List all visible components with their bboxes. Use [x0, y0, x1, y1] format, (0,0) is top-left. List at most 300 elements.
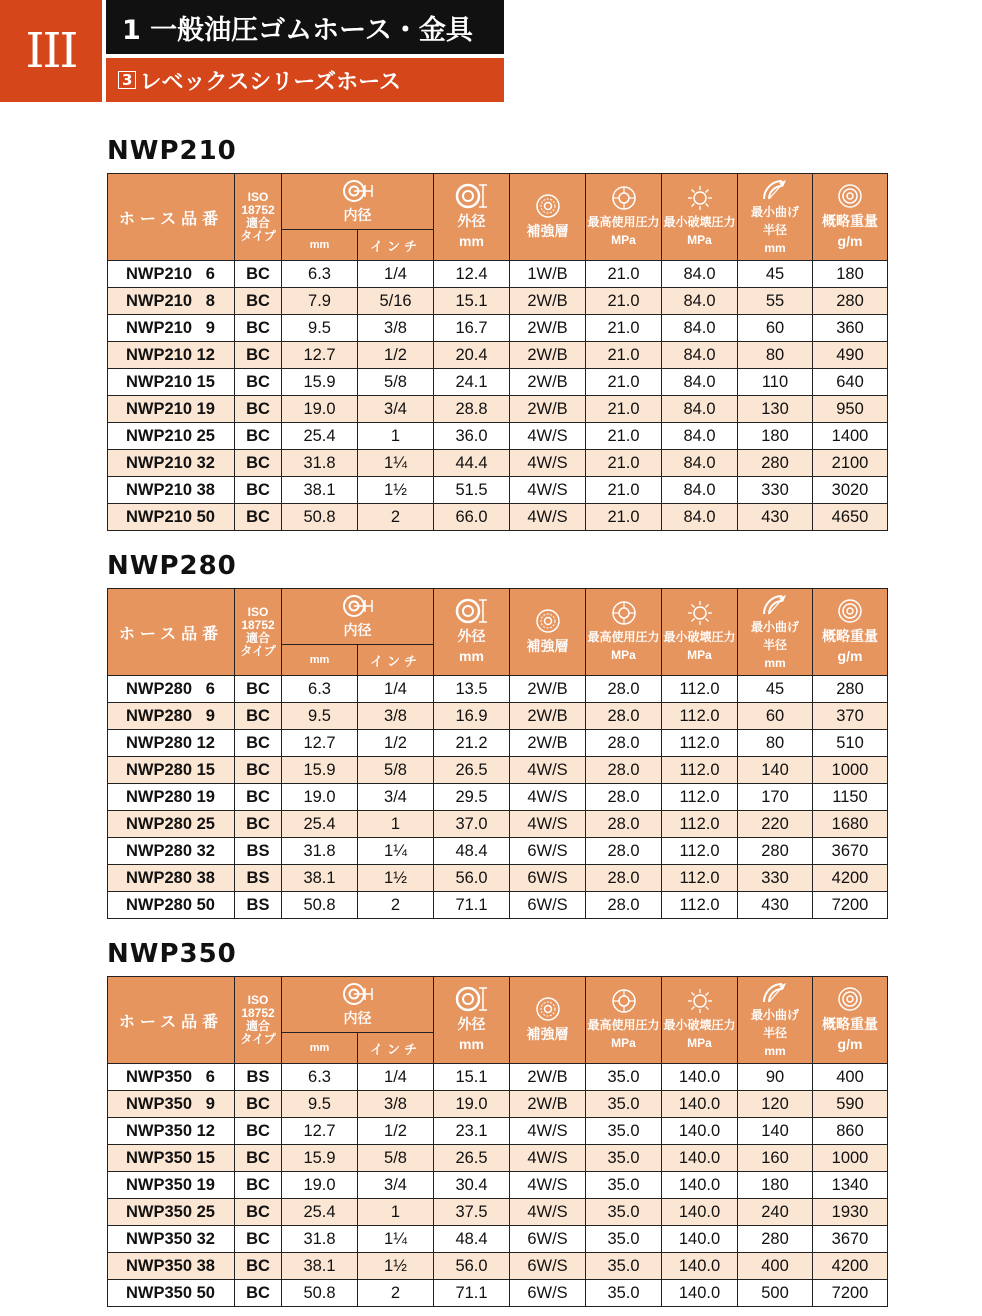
- col-iso-line: 適合: [245, 631, 270, 645]
- cell-min-burst: 84.0: [662, 342, 738, 369]
- cell-hose-name: NWP210 25: [108, 423, 235, 450]
- cell-outer-dia: 29.5: [434, 784, 510, 811]
- cell-inner-inch: 1¼: [358, 838, 434, 865]
- cell-reinforcement: 2W/B: [510, 396, 586, 423]
- cell-reinforcement: 4W/S: [510, 1199, 586, 1226]
- cell-outer-dia: 15.1: [434, 288, 510, 315]
- burst-icon: [687, 988, 713, 1014]
- col-iso-line: ISO: [247, 993, 269, 1007]
- cell-inner-mm: 15.9: [282, 369, 358, 396]
- cell-weight: 1150: [813, 784, 888, 811]
- cell-reinforcement: 4W/S: [510, 811, 586, 838]
- cell-weight: 2100: [813, 450, 888, 477]
- cell-inner-inch: 5/8: [358, 1145, 434, 1172]
- cell-reinforcement: 4W/S: [510, 1145, 586, 1172]
- table-row: [108, 1145, 888, 1172]
- cell-bend-radius: 130: [738, 396, 813, 423]
- cell-bend-radius: 45: [738, 261, 813, 288]
- cell-outer-dia: 26.5: [434, 757, 510, 784]
- cell-outer-dia: 13.5: [434, 676, 510, 703]
- cell-weight: 370: [813, 703, 888, 730]
- cell-max-pressure: 21.0: [586, 288, 662, 315]
- cell-min-burst: 84.0: [662, 504, 738, 531]
- cell-hose-name: NWP210 6: [108, 261, 235, 288]
- cell-bend-radius: 220: [738, 811, 813, 838]
- spec-table-nwp350: [107, 976, 888, 1307]
- col-iso-line: 18752: [241, 618, 275, 632]
- cell-reinforcement: 2W/B: [510, 369, 586, 396]
- cell-iso-type: BC: [235, 1172, 282, 1199]
- table-row: [108, 838, 888, 865]
- cell-max-pressure: 21.0: [586, 369, 662, 396]
- cell-outer-dia: 26.5: [434, 1145, 510, 1172]
- col-iso-line: 適合: [245, 216, 270, 230]
- cell-hose-name: NWP350 50: [108, 1280, 235, 1307]
- subtitle-number: 3: [118, 71, 136, 89]
- cell-bend-radius: 60: [738, 315, 813, 342]
- cell-max-pressure: 21.0: [586, 396, 662, 423]
- col-outer-label: 外径: [457, 213, 486, 229]
- bend-radius-icon: [761, 592, 789, 616]
- subtitle-text: レベックスシリーズホース: [139, 69, 402, 95]
- cell-inner-inch: 2: [358, 1280, 434, 1307]
- cell-reinforcement: 6W/S: [510, 1226, 586, 1253]
- cell-weight: 7200: [813, 1280, 888, 1307]
- cell-inner-mm: 7.9: [282, 288, 358, 315]
- col-weight: [813, 174, 888, 261]
- cell-inner-inch: 1½: [358, 477, 434, 504]
- cell-weight: 1680: [813, 811, 888, 838]
- cell-max-pressure: 35.0: [586, 1118, 662, 1145]
- cell-weight: 360: [813, 315, 888, 342]
- cell-weight: 860: [813, 1118, 888, 1145]
- col-weight-unit: g/m: [837, 648, 863, 664]
- cell-iso-type: BC: [235, 1253, 282, 1280]
- cell-hose-name: NWP280 9: [108, 703, 235, 730]
- cell-bend-radius: 430: [738, 892, 813, 919]
- reinforcement-icon: [535, 996, 561, 1022]
- col-reinforcement: [510, 977, 586, 1064]
- section-title-nwp350: NWP350: [107, 939, 237, 969]
- chapter-badge: III: [0, 0, 102, 102]
- cell-iso-type: BC: [235, 1145, 282, 1172]
- cell-reinforcement: 2W/B: [510, 1064, 586, 1091]
- cell-reinforcement: 2W/B: [510, 1091, 586, 1118]
- cell-hose-name: NWP350 25: [108, 1199, 235, 1226]
- col-reinforcement: [510, 589, 586, 676]
- pressure-icon: [611, 988, 637, 1014]
- cell-outer-dia: 19.0: [434, 1091, 510, 1118]
- col-bend-radius: [738, 977, 813, 1064]
- cell-outer-dia: 36.0: [434, 423, 510, 450]
- cell-weight: 4650: [813, 504, 888, 531]
- cell-outer-dia: 56.0: [434, 865, 510, 892]
- col-bend-radius: [738, 589, 813, 676]
- cell-outer-dia: 16.9: [434, 703, 510, 730]
- cell-max-pressure: 35.0: [586, 1091, 662, 1118]
- cell-reinforcement: 6W/S: [510, 865, 586, 892]
- cell-reinforcement: 4W/S: [510, 757, 586, 784]
- pressure-icon: [611, 600, 637, 626]
- cell-bend-radius: 120: [738, 1091, 813, 1118]
- cell-min-burst: 112.0: [662, 811, 738, 838]
- cell-iso-type: BC: [235, 288, 282, 315]
- table-row: [108, 396, 888, 423]
- cell-hose-name: NWP280 12: [108, 730, 235, 757]
- cell-inner-inch: 1: [358, 811, 434, 838]
- col-inner-mm: mm: [282, 1033, 358, 1064]
- cell-inner-inch: 1/2: [358, 342, 434, 369]
- col-bend-radius: [738, 174, 813, 261]
- cell-min-burst: 112.0: [662, 676, 738, 703]
- burst-icon: [687, 185, 713, 211]
- cell-iso-type: BC: [235, 369, 282, 396]
- col-inner-inch: インチ: [358, 1033, 434, 1064]
- cell-min-burst: 140.0: [662, 1172, 738, 1199]
- cell-max-pressure: 28.0: [586, 703, 662, 730]
- col-bend-label-1: 最小曲げ: [750, 1008, 799, 1022]
- col-bend-label-2: 半径: [762, 638, 787, 652]
- table-row: [108, 315, 888, 342]
- cell-weight: 280: [813, 288, 888, 315]
- col-inner-diameter: [282, 589, 434, 645]
- cell-hose-name: NWP210 32: [108, 450, 235, 477]
- cell-weight: 3020: [813, 477, 888, 504]
- col-max-pressure: [586, 174, 662, 261]
- cell-inner-inch: 2: [358, 892, 434, 919]
- cell-inner-mm: 12.7: [282, 1118, 358, 1145]
- cell-iso-type: BC: [235, 450, 282, 477]
- table-row: [108, 757, 888, 784]
- col-min-burst-label: 最小破壊圧力: [663, 630, 736, 644]
- cell-iso-type: BS: [235, 1064, 282, 1091]
- cell-weight: 640: [813, 369, 888, 396]
- cell-weight: 280: [813, 676, 888, 703]
- cell-min-burst: 140.0: [662, 1199, 738, 1226]
- cell-iso-type: BS: [235, 838, 282, 865]
- cell-hose-name: NWP210 19: [108, 396, 235, 423]
- cell-outer-dia: 48.4: [434, 1226, 510, 1253]
- cell-iso-type: BC: [235, 261, 282, 288]
- col-hose-name: ホース品番: [108, 174, 235, 261]
- cell-min-burst: 140.0: [662, 1064, 738, 1091]
- cell-iso-type: BC: [235, 504, 282, 531]
- col-min-burst-unit: MPa: [687, 648, 712, 662]
- cell-outer-dia: 15.1: [434, 1064, 510, 1091]
- col-inner-label: 内径: [343, 206, 372, 223]
- col-iso-line: 18752: [241, 203, 275, 217]
- cell-inner-inch: 1: [358, 1199, 434, 1226]
- cell-inner-mm: 50.8: [282, 1280, 358, 1307]
- cell-bend-radius: 330: [738, 865, 813, 892]
- col-min-burst: [662, 174, 738, 261]
- cell-iso-type: BC: [235, 315, 282, 342]
- col-iso-line: ISO: [247, 605, 269, 619]
- cell-max-pressure: 21.0: [586, 504, 662, 531]
- cell-max-pressure: 21.0: [586, 342, 662, 369]
- cell-outer-dia: 37.0: [434, 811, 510, 838]
- cell-inner-mm: 9.5: [282, 703, 358, 730]
- reinforcement-icon: [535, 193, 561, 219]
- cell-weight: 400: [813, 1064, 888, 1091]
- cell-max-pressure: 28.0: [586, 676, 662, 703]
- cell-bend-radius: 80: [738, 730, 813, 757]
- col-bend-unit: mm: [764, 656, 786, 670]
- spec-table-nwp280: [107, 588, 888, 919]
- cell-hose-name: NWP210 38: [108, 477, 235, 504]
- cell-reinforcement: 2W/B: [510, 676, 586, 703]
- col-max-pressure-label: 最高使用圧力: [587, 1018, 660, 1032]
- cell-min-burst: 140.0: [662, 1118, 738, 1145]
- col-inner-mm: mm: [282, 230, 358, 261]
- cell-inner-mm: 25.4: [282, 1199, 358, 1226]
- weight-icon: [837, 598, 863, 624]
- cell-min-burst: 112.0: [662, 784, 738, 811]
- cell-reinforcement: 4W/S: [510, 1118, 586, 1145]
- cell-reinforcement: 4W/S: [510, 504, 586, 531]
- cell-min-burst: 84.0: [662, 477, 738, 504]
- cell-reinforcement: 2W/B: [510, 288, 586, 315]
- col-weight-label: 概略重量: [822, 213, 878, 229]
- reinforcement-icon: [535, 608, 561, 634]
- cell-hose-name: NWP280 15: [108, 757, 235, 784]
- cell-max-pressure: 35.0: [586, 1172, 662, 1199]
- table-row: [108, 1091, 888, 1118]
- outer-diameter-icon: [455, 598, 489, 624]
- cell-outer-dia: 21.2: [434, 730, 510, 757]
- cell-bend-radius: 80: [738, 342, 813, 369]
- cell-reinforcement: 2W/B: [510, 703, 586, 730]
- cell-max-pressure: 28.0: [586, 730, 662, 757]
- section-title-nwp280: NWP280: [107, 551, 237, 581]
- col-outer-label: 外径: [457, 628, 486, 644]
- col-reinforcement: [510, 174, 586, 261]
- cell-min-burst: 140.0: [662, 1280, 738, 1307]
- cell-bend-radius: 400: [738, 1253, 813, 1280]
- cell-min-burst: 140.0: [662, 1145, 738, 1172]
- col-reinforce-label: 補強層: [526, 223, 569, 239]
- col-min-burst-unit: MPa: [687, 1036, 712, 1050]
- cell-inner-inch: 1¼: [358, 1226, 434, 1253]
- cell-iso-type: BC: [235, 1091, 282, 1118]
- cell-hose-name: NWP210 50: [108, 504, 235, 531]
- cell-hose-name: NWP350 9: [108, 1091, 235, 1118]
- cell-max-pressure: 28.0: [586, 784, 662, 811]
- table-row: [108, 477, 888, 504]
- cell-weight: 3670: [813, 838, 888, 865]
- table-row: [108, 342, 888, 369]
- section-title-nwp210: NWP210: [107, 136, 237, 166]
- cell-inner-mm: 12.7: [282, 730, 358, 757]
- cell-max-pressure: 21.0: [586, 450, 662, 477]
- col-bend-unit: mm: [764, 1044, 786, 1058]
- cell-reinforcement: 2W/B: [510, 315, 586, 342]
- cell-bend-radius: 280: [738, 1226, 813, 1253]
- weight-icon: [837, 183, 863, 209]
- cell-bend-radius: 60: [738, 703, 813, 730]
- cell-inner-inch: 1/4: [358, 261, 434, 288]
- cell-iso-type: BS: [235, 892, 282, 919]
- cell-inner-inch: 1½: [358, 1253, 434, 1280]
- cell-weight: 3670: [813, 1226, 888, 1253]
- cell-max-pressure: 21.0: [586, 261, 662, 288]
- table-row: [108, 1280, 888, 1307]
- cell-iso-type: BC: [235, 1199, 282, 1226]
- cell-outer-dia: 48.4: [434, 838, 510, 865]
- col-bend-label-2: 半径: [762, 1026, 787, 1040]
- cell-inner-inch: 1/4: [358, 676, 434, 703]
- col-outer-diameter: [434, 174, 510, 261]
- cell-max-pressure: 28.0: [586, 757, 662, 784]
- cell-inner-inch: 3/8: [358, 703, 434, 730]
- col-bend-label-1: 最小曲げ: [750, 205, 799, 219]
- col-min-burst-label: 最小破壊圧力: [663, 1018, 736, 1032]
- cell-inner-inch: 1/2: [358, 730, 434, 757]
- cell-weight: 1930: [813, 1199, 888, 1226]
- col-outer-unit: mm: [459, 648, 484, 664]
- col-inner-diameter: [282, 977, 434, 1033]
- cell-outer-dia: 37.5: [434, 1199, 510, 1226]
- cell-min-burst: 84.0: [662, 261, 738, 288]
- table-row: [108, 1226, 888, 1253]
- col-inner-diameter: [282, 174, 434, 230]
- cell-min-burst: 84.0: [662, 423, 738, 450]
- cell-bend-radius: 45: [738, 676, 813, 703]
- header-row: [108, 589, 888, 645]
- cell-hose-name: NWP280 50: [108, 892, 235, 919]
- col-hose-name: ホース品番: [108, 589, 235, 676]
- col-weight-label: 概略重量: [822, 1016, 878, 1032]
- cell-inner-inch: 3/4: [358, 396, 434, 423]
- page-title: 1 一般油圧ゴムホース・金具: [106, 0, 504, 54]
- bend-radius-icon: [761, 980, 789, 1004]
- cell-outer-dia: 44.4: [434, 450, 510, 477]
- table-row: [108, 811, 888, 838]
- table-row: [108, 1199, 888, 1226]
- col-weight-unit: g/m: [837, 233, 863, 249]
- cell-min-burst: 84.0: [662, 396, 738, 423]
- cell-min-burst: 84.0: [662, 315, 738, 342]
- cell-reinforcement: 4W/S: [510, 423, 586, 450]
- col-min-burst-label: 最小破壊圧力: [663, 215, 736, 229]
- cell-outer-dia: 51.5: [434, 477, 510, 504]
- bend-radius-icon: [761, 177, 789, 201]
- cell-min-burst: 112.0: [662, 730, 738, 757]
- col-iso-line: タイプ: [240, 229, 276, 243]
- col-max-pressure-unit: MPa: [611, 648, 636, 662]
- cell-bend-radius: 160: [738, 1145, 813, 1172]
- cell-weight: 180: [813, 261, 888, 288]
- col-iso-line: タイプ: [240, 1032, 276, 1046]
- cell-inner-mm: 31.8: [282, 1226, 358, 1253]
- cell-iso-type: BC: [235, 477, 282, 504]
- cell-inner-mm: 38.1: [282, 477, 358, 504]
- cell-iso-type: BC: [235, 676, 282, 703]
- cell-iso-type: BC: [235, 1280, 282, 1307]
- table-row: [108, 676, 888, 703]
- cell-bend-radius: 280: [738, 838, 813, 865]
- cell-bend-radius: 170: [738, 784, 813, 811]
- table-row: [108, 288, 888, 315]
- cell-inner-mm: 50.8: [282, 504, 358, 531]
- cell-hose-name: NWP210 8: [108, 288, 235, 315]
- cell-weight: 7200: [813, 892, 888, 919]
- cell-iso-type: BC: [235, 811, 282, 838]
- cell-max-pressure: 35.0: [586, 1253, 662, 1280]
- col-weight: [813, 589, 888, 676]
- inner-diameter-icon: [341, 594, 375, 618]
- cell-min-burst: 112.0: [662, 892, 738, 919]
- cell-inner-inch: 3/8: [358, 1091, 434, 1118]
- cell-reinforcement: 4W/S: [510, 450, 586, 477]
- cell-inner-mm: 6.3: [282, 676, 358, 703]
- cell-hose-name: NWP210 15: [108, 369, 235, 396]
- cell-max-pressure: 21.0: [586, 423, 662, 450]
- inner-diameter-icon: [341, 179, 375, 203]
- col-max-pressure-unit: MPa: [611, 233, 636, 247]
- col-weight-label: 概略重量: [822, 628, 878, 644]
- cell-inner-mm: 38.1: [282, 1253, 358, 1280]
- table-row: [108, 892, 888, 919]
- cell-inner-mm: 31.8: [282, 838, 358, 865]
- table-row: [108, 504, 888, 531]
- cell-inner-inch: 3/8: [358, 315, 434, 342]
- col-max-pressure-label: 最高使用圧力: [587, 630, 660, 644]
- cell-reinforcement: 6W/S: [510, 838, 586, 865]
- table-row: [108, 703, 888, 730]
- col-outer-unit: mm: [459, 233, 484, 249]
- cell-inner-inch: 1/4: [358, 1064, 434, 1091]
- cell-reinforcement: 2W/B: [510, 730, 586, 757]
- col-min-burst: [662, 589, 738, 676]
- cell-weight: 1000: [813, 757, 888, 784]
- cell-reinforcement: 2W/B: [510, 342, 586, 369]
- cell-iso-type: BC: [235, 703, 282, 730]
- cell-max-pressure: 28.0: [586, 838, 662, 865]
- cell-max-pressure: 28.0: [586, 865, 662, 892]
- cell-hose-name: NWP210 12: [108, 342, 235, 369]
- cell-inner-mm: 50.8: [282, 892, 358, 919]
- cell-bend-radius: 180: [738, 1172, 813, 1199]
- cell-reinforcement: 6W/S: [510, 1253, 586, 1280]
- cell-min-burst: 140.0: [662, 1226, 738, 1253]
- cell-max-pressure: 28.0: [586, 892, 662, 919]
- cell-inner-inch: 1½: [358, 865, 434, 892]
- cell-bend-radius: 55: [738, 288, 813, 315]
- col-max-pressure: [586, 977, 662, 1064]
- cell-bend-radius: 430: [738, 504, 813, 531]
- cell-iso-type: BC: [235, 342, 282, 369]
- table-row: [108, 865, 888, 892]
- col-iso-line: 18752: [241, 1006, 275, 1020]
- cell-inner-inch: 1/2: [358, 1118, 434, 1145]
- cell-reinforcement: 4W/S: [510, 784, 586, 811]
- cell-max-pressure: 35.0: [586, 1199, 662, 1226]
- cell-inner-mm: 6.3: [282, 1064, 358, 1091]
- col-min-burst-unit: MPa: [687, 233, 712, 247]
- cell-bend-radius: 240: [738, 1199, 813, 1226]
- cell-inner-inch: 1: [358, 423, 434, 450]
- cell-outer-dia: 66.0: [434, 504, 510, 531]
- cell-weight: 4200: [813, 865, 888, 892]
- col-outer-diameter: [434, 977, 510, 1064]
- section-subtitle: [106, 58, 504, 102]
- cell-inner-mm: 19.0: [282, 784, 358, 811]
- header-row: [108, 977, 888, 1033]
- col-outer-label: 外径: [457, 1016, 486, 1032]
- cell-max-pressure: 21.0: [586, 477, 662, 504]
- table-row: [108, 423, 888, 450]
